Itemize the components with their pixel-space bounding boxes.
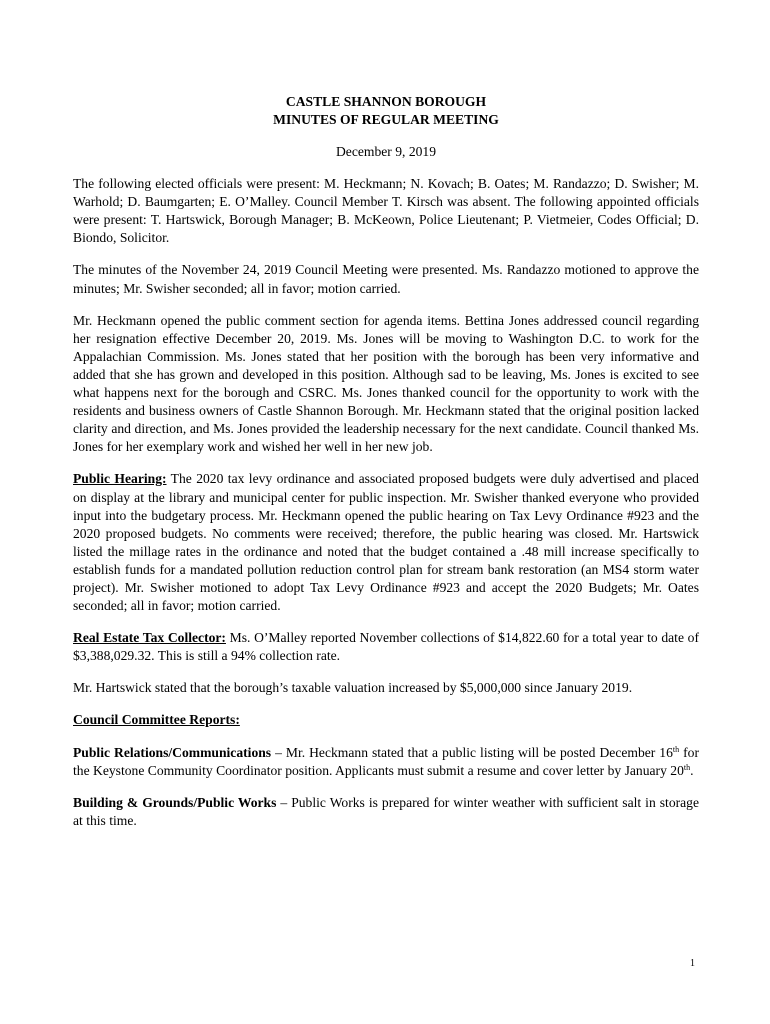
tax-collector-text: Ms. O’Malley reported November collections of $14,822.60 for a total year to date of $3,388,029.32. This is still a 94% collection rate.	[73, 630, 699, 664]
ordinal-suffix: th	[672, 744, 680, 754]
public-relations-heading: Public Relations/Communications	[73, 744, 272, 760]
building-grounds-heading: Building & Grounds/Public Works	[73, 794, 277, 810]
public-hearing-paragraph	[73, 470, 699, 615]
committee-reports-paragraph	[73, 711, 699, 729]
public-hearing-heading: Public Hearing:	[73, 471, 167, 487]
public-relations-paragraph	[73, 744, 699, 780]
document-body	[73, 93, 699, 844]
minutes-paragraph: The minutes of the November 24, 2019 Council Meeting were presented. Ms. Randazzo motioned to approve the minutes; Mr. Swisher seconded; all in favor; motion carried.	[73, 262, 699, 296]
public-comment-paragraph: Mr. Heckmann opened the public comment section for agenda items. Bettina Jones addressed council regarding her resignation effective December 20, 2019. Ms. Jones will be moving to Washington D.C. to work for the Appalachian Commission. Ms. Jones stated that her position with the borough has been very informative and added that she has grown and developed in this position. Although sad to be leaving, Ms. Jones is excited to see what happens next for the borough and CSRC. Ms. Jones thanked council for the opportunity to work with the residents and business owners of Castle Shannon Borough. Mr. Heckmann stated that the original position lacked clarity and direction, and Ms. Jones provided the leadership necessary for the next candidate. Council thanked Ms. Jones for her exemplary work and wished her well in her new job.	[73, 312, 699, 455]
public-relations-text-3: .	[690, 762, 694, 778]
public-relations-text-2: for the Keystone Community Coordinator position. Applicants must submit a resume and cover letter by January 20	[73, 744, 699, 778]
borough-name: CASTLE SHANNON BOROUGH	[285, 94, 487, 109]
public-relations-text-1: – Mr. Heckmann stated that a public listing will be posted December 16	[271, 744, 673, 760]
committee-reports-heading: Council Committee Reports:	[73, 712, 240, 728]
building-grounds-text: – Public Works is prepared for winter weather with sufficient salt in storage at this time.	[73, 794, 700, 828]
page-number: 1	[690, 958, 695, 969]
document-title: MINUTES OF REGULAR MEETING	[273, 112, 499, 127]
meeting-date: December 9, 2019	[335, 144, 437, 159]
ordinal-suffix: th	[683, 762, 691, 772]
building-grounds-paragraph	[73, 794, 699, 830]
tax-collector-heading: Real Estate Tax Collector:	[73, 630, 226, 646]
attendance-paragraph: The following elected officials were present: M. Heckmann; N. Kovach; B. Oates; M. Randazzo; D. Swisher; M. Warhold; D. Baumgarten; E. O’Malley. Council Member T. Kirsch was absent. The following appointed officials were present: T. Hartswick, Borough Manager; B. McKeown, Police Lieutenant; P. Vietmeier, Codes Official; D. Biondo, Solicitor.	[73, 176, 699, 246]
valuation-paragraph: Mr. Hartswick stated that the borough’s taxable valuation increased by $5,000,000 since January 2019.	[73, 680, 633, 696]
public-hearing-text: The 2020 tax levy ordinance and associated proposed budgets were duly advertised and placed on display at the library and municipal center for public inspection. Mr. Swisher thanked everyone who provided input into the budgetary process. Mr. Heckmann opened the public hearing on Tax Levy Ordinance #923 and the 2020 proposed budgets. No comments were received; therefore, the public hearing was closed. Mr. Hartswick listed the millage rates in the ordinance and noted that the budget contained a .48 mill increase specifically to establish funds for a mandated pollution reduction control plan for stream bank restoration (an MS4 storm water project). Mr. Swisher motioned to adopt Tax Levy Ordinance #923 and accept the 2020 Budgets; Mr. Oates seconded; all in favor; motion carried.	[73, 471, 699, 614]
tax-collector-paragraph	[73, 629, 699, 665]
